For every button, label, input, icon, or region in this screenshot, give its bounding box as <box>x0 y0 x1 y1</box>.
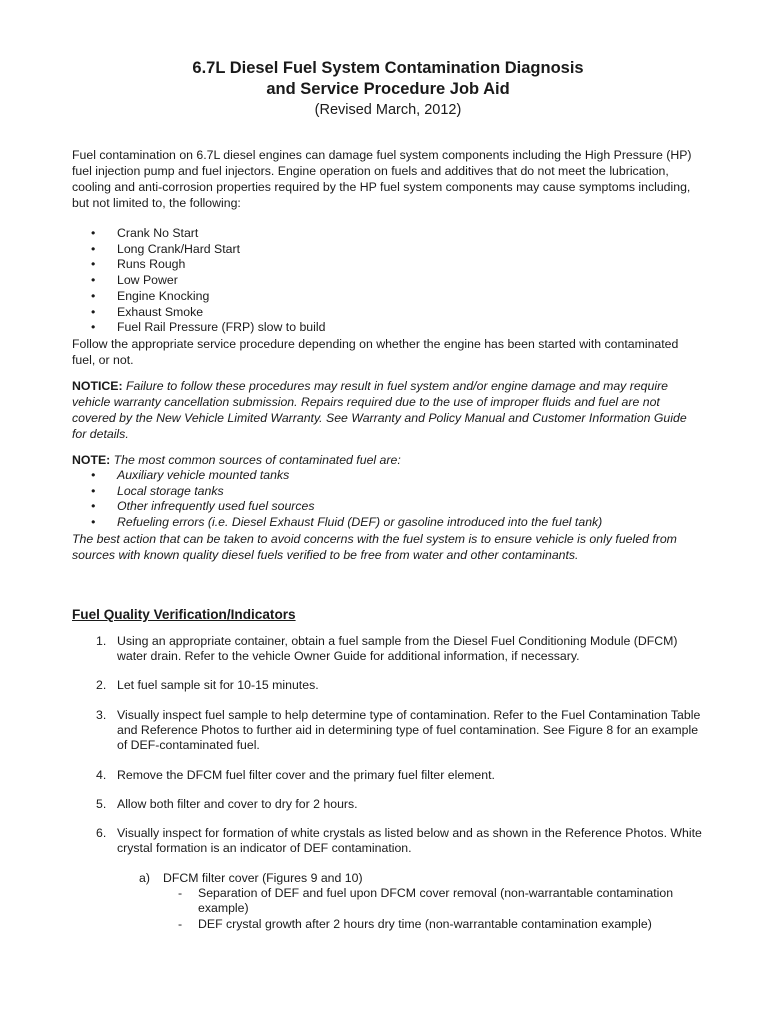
bullet-icon: • <box>91 320 96 335</box>
document-title <box>72 58 704 100</box>
step-number: 5. <box>96 796 107 811</box>
step-number: 2. <box>96 678 107 693</box>
sub-step-details <box>72 886 704 932</box>
dash-marker: - <box>178 916 183 931</box>
notice-label: NOTICE: <box>72 378 123 393</box>
step-number: 3. <box>96 707 107 722</box>
procedure-step <box>72 708 704 754</box>
note-paragraph <box>72 452 704 468</box>
bullet-icon: • <box>91 288 96 303</box>
bullet-icon: • <box>91 467 96 482</box>
bullet-icon: • <box>91 273 96 288</box>
title-line-2: and Service Procedure Job Aid <box>266 80 510 98</box>
list-item: • Crank No Start <box>91 226 199 240</box>
document-page <box>72 58 704 932</box>
procedure-step <box>72 634 704 665</box>
intro-paragraph: Fuel contamination on 6.7L diesel engines can damage fuel system components including the High Pressure (HP) fuel injection pump and fuel injectors. Engine operation on fuels and additives that do not meet the lubrication, cooling and anti-corrosion properties required by the HP fuel system components may cause symptoms including, but not limited to, the following: <box>72 148 692 210</box>
list-item: • Fuel Rail Pressure (FRP) slow to build <box>91 320 326 335</box>
step-text: Visually inspect for formation of white crystals as listed below and as shown in the Reference Photos. White crystal formation is an indicator of DEF contamination. <box>117 826 702 856</box>
step-text: Using an appropriate container, obtain a fuel sample from the Diesel Fuel Conditioning Module (DFCM) water drain. Refer to the vehicle Owner Guide for additional information, if necessary. <box>117 633 678 664</box>
section-heading: Fuel Quality Verification/Indicators <box>72 606 296 622</box>
contamination-sources-list <box>72 468 704 531</box>
list-item: • Low Power <box>91 273 178 288</box>
symptom-list <box>72 226 704 336</box>
bullet-icon: • <box>91 241 96 256</box>
bullet-icon: • <box>91 304 96 319</box>
sub-step-text: DFCM filter cover (Figures 9 and 10) <box>163 870 363 885</box>
step-number: 4. <box>96 767 107 782</box>
list-item: • Exhaust Smoke <box>91 304 204 319</box>
list-item: • Engine Knocking <box>91 288 210 303</box>
notice-text: Failure to follow these procedures may result in fuel system and/or engine damage and may require vehicle warranty cancellation submission. Repairs required due to the use of improper fluids and fuel are not covered by the New Vehicle Limited Warranty. See Warranty and Policy Manual and Customer Information Guide for details. <box>72 378 687 441</box>
list-item: • Other infrequently used fuel sources <box>91 499 315 514</box>
list-item: - DEF crystal growth after 2 hours dry time (non-warrantable contamination example) <box>178 916 652 931</box>
step-text: Remove the DFCM fuel filter cover and the primary fuel filter element. <box>117 767 495 782</box>
procedure-step <box>72 797 704 812</box>
note-label: NOTE: <box>72 452 111 467</box>
list-item: • Refueling errors (i.e. Diesel Exhaust Fluid (DEF) or gasoline introduced into the fuel tank) <box>91 515 603 530</box>
procedure-step <box>72 768 704 783</box>
step-text: Let fuel sample sit for 10-15 minutes. <box>117 678 319 693</box>
bullet-icon: • <box>91 257 96 272</box>
dash-marker: - <box>178 886 183 900</box>
step-text: Visually inspect fuel sample to help determine type of contamination. Refer to the Fuel Contamination Table and Reference Photos to further aid in determining type of fuel contamination. See Figure 8 for an example of DEF-contaminated fuel. <box>117 707 701 753</box>
sub-step-a <box>72 871 704 886</box>
notice-paragraph <box>72 378 704 442</box>
list-item: • Local storage tanks <box>91 483 224 498</box>
step-number: 1. <box>96 633 107 648</box>
list-item: • Auxiliary vehicle mounted tanks <box>91 467 290 482</box>
list-item: • Long Crank/Hard Start <box>91 241 241 256</box>
step-number: 6. <box>96 826 107 841</box>
revision-date: (Revised March, 2012) <box>314 102 462 118</box>
step-text: Allow both filter and cover to dry for 2 hours. <box>117 796 358 811</box>
sub-step-label: a) <box>139 870 150 885</box>
title-line-1: 6.7L Diesel Fuel System Contamination Diagnosis <box>192 59 584 77</box>
list-item: - Separation of DEF and fuel upon DFCM cover removal (non-warrantable contamination example) <box>178 886 674 916</box>
procedure-steps <box>72 634 704 857</box>
best-action-paragraph: The best action that can be taken to avoid concerns with the fuel system is to ensure vehicle is only fueled from sources with known quality diesel fuels verified to be free from water and other contaminants. <box>72 531 677 562</box>
follow-procedure-paragraph: Follow the appropriate service procedure depending on whether the engine has been started with contaminated fuel, or not. <box>72 336 679 367</box>
bullet-icon: • <box>91 515 96 530</box>
note-text: The most common sources of contaminated fuel are: <box>110 452 401 467</box>
procedure-step <box>72 826 704 857</box>
bullet-icon: • <box>91 226 96 240</box>
list-item: • Runs Rough <box>91 257 186 272</box>
bullet-icon: • <box>91 483 96 498</box>
bullet-icon: • <box>91 499 96 514</box>
procedure-step <box>72 678 704 693</box>
